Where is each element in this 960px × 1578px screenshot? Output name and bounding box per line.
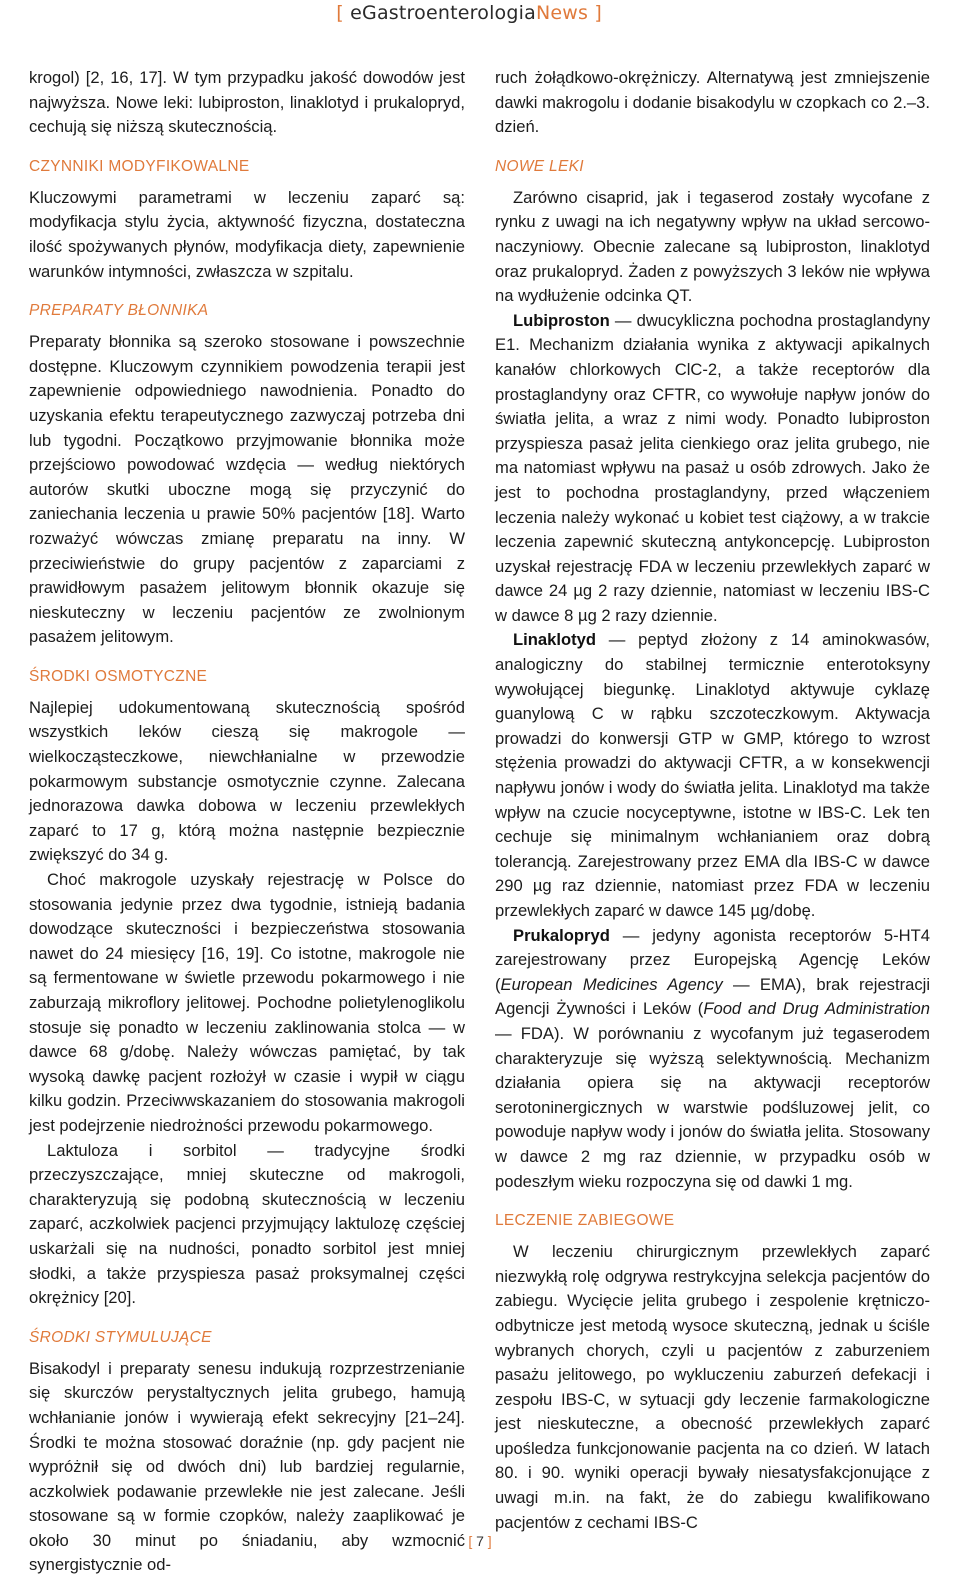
paragraph: Laktuloza i sorbitol — tradycyjne środki przeczyszczające, mniej skuteczne od makrogoli, charakteryzują się podobną skutecznością w leczeniu zaparć, aczkolwiek pacjenci przyjmujący laktulozę częściej uskarżali się na nudności, ponadto sorbitol jest mniej słodki, a także przyspiesza pasaż proksymalnej części okrężnicy [20]. (29, 1140, 465, 1308)
section-heading: LECZENIE ZABIEGOWE (495, 1212, 675, 1230)
paragraph (495, 628, 930, 923)
left-column (29, 66, 465, 1578)
paragraph: Najlepiej udokumentowaną skutecznością spośród wszystkich leków cieszą się makrogole — wielkocząsteczkowe, niewchłanialne w przewodzie pokarmowym substancje osmotycznie czynne. Zalecana jednorazowa dawka dobowa w leczeniu przewlekłych zaparć to 17 g, którą można następnie bezpiecznie zwiększyć do 34 g. (29, 697, 465, 865)
section-heading: ŚRODKI STYMULUJĄCE (29, 1328, 212, 1346)
section-heading: NOWE LEKI (495, 157, 584, 175)
paragraph-text: — jedyny agonista receptorów 5-HT4 zarejestrowany przez Europejską Agencję Leków ( (495, 925, 930, 994)
paragraph: Preparaty błonnika są szeroko stosowane i powszechnie dostępne. Kluczowym czynnikiem powodzenia terapii jest zapewnienie odpowiedniego nawodnienia. Ponadto do uzyskania efektu terapeutycznego zazwyczaj potrzeba dni lub tygodni. Początkowo przyjmowanie błonnika może przejściowo powodować wzdęcia — według niektórych autorów skutki uboczne mogą się przyczynić do zaniechania leczenia u prawie 50% pacjentów [18]. Warto rozważyć wówczas zmianę preparatu na inny. W przeciwieństwie do grupy pacjentów z zaparciami z prawidłowym pasażem jelitowym błonnik okazuje się nieskuteczny w leczeniu pacjentów ze zwolnionym pasażem jelitowym. (29, 332, 465, 647)
paragraph: W leczeniu chirurgicznym przewlekłych zaparć niezwykłą rolę odgrywa restrykcyjna selekcja pacjentów do zabiegu. Wycięcie jelita grubego i zespolenie krętniczo-odbytnicze jest metodą wysoce skuteczną, jednak u ściśle wybranych chorych, czyli u pacjentów z zaburzeniem pasażu jelitowego, po wykluczeniu zaburzeń defekacji i zespołu IBS-C, w sytuacji gdy leczenie farmakologiczne jest nieskuteczne, a obecność przewlekłych zaparć upośledza funkcjonowanie pacjenta na co dzień. W latach 80. i 90. wyniki operacji bywały niesatysfakcjonujące z uwagi m.in. na fakt, że do zabiegu kwalifikowano pacjentów z cechami IBS-C (495, 1242, 930, 1532)
masthead-brand-prefix: eGastroenterologia (350, 2, 536, 24)
page-number-value: 7 (476, 1533, 484, 1549)
emphasis-text: Food and Drug Administration (703, 999, 930, 1019)
section-heading: ŚRODKI OSMOTYCZNE (29, 667, 208, 685)
paragraph: Kluczowymi parametrami w leczeniu zaparć są: modyfikacja stylu życia, aktywność fizyczna, dostateczna ilość spożywanych płynów, modyfikacja diety, zapewnienie warunków intymności, zwłaszcza w szpitalu. (29, 187, 465, 281)
paragraph-text: — peptyd złożony z 14 aminokwasów, analogiczny do stabilnej termicznie enterotoksyny wywołującej biegunkę. Linaklotyd aktywuje cyklazę guanylową C w rąbku szczoteczkowym. Aktywacja prowadzi do konwersji GTP w GMP, którego to wzrost stężenia prowadzi do aktywacji CFTR, a w konsekwencji napływu jonów i wody do światła jelita. Linaklotyd ma także wpływ na czucie nocyceptywne, istotne w IBS-C. Lek ten cechuje się minimalnym wchłanianiem oraz dobrą tolerancją. Zarejestrowany przez EMA dla IBS-C w dawce 290 µg raz dziennie, natomiast przez FDA w leczeniu przewlekłych zaparć w dawce 145 µg/dobę. (495, 630, 930, 920)
paragraph (495, 309, 930, 629)
paragraph-text: — FDA). W porównaniu z wycofanym już tegaserodem charakteryzuje się wyższą selektywnością. Mechanizm działania opiera się na aktywacji receptorów serotoninergicznych w warstwie podśluzowej jelit, co powoduje napływ wody i jonów do światła jelita. Stosowany w dawce 2 mg raz dziennie, w przypadku osób w podeszłym wieku rozpoczyna się od dawki 1 mg. (495, 1023, 930, 1191)
page-bracket-close: ] (487, 1533, 492, 1549)
masthead (336, 0, 602, 26)
emphasis-text: European Medicines Agency (500, 974, 723, 994)
paragraph: Bisakodyl i preparaty senesu indukują rozprzestrzenianie się skurczów perystaltycznych jelita grubego, hamują wchłanianie jonów i wywierają efekt sekrecyjny [21–24]. Środki te można stosować doraźnie (np. gdy pacjent nie wypróżnił się od dwóch dni) lub bardziej regularnie, aczkolwiek podawanie przewlekłe nie jest zalecane. Jeśli stosowane są w formie czopków, należy zaaplikować je około 30 minut po śniadaniu, aby wzmocnić synergistycznie od- (29, 1358, 465, 1575)
drug-term: Linaklotyd (513, 630, 596, 650)
right-column (495, 66, 930, 1535)
paragraph: Zarówno cisaprid, jak i tegaserod zostały wycofane z rynku z uwagi na ich negatywny wpływ na układ sercowo-naczyniowy. Obecnie zalecane są lubiproston, linaklotyd oraz prukalopryd. Żaden z powyższych 3 leków nie wpływa na wydłużenie odcinka QT. (495, 187, 930, 306)
paragraph: krogol) [2, 16, 17]. W tym przypadku jakość dowodów jest najwyższa. Nowe leki: lubiproston, linaklotyd i prukalopryd, cechują się niższą skutecznością. (29, 68, 465, 137)
page-number (0, 1532, 960, 1550)
masthead-bracket-close: ] (594, 2, 602, 24)
page-bracket-open: [ (468, 1533, 473, 1549)
section-heading: CZYNNIKI MODYFIKOWALNE (29, 157, 250, 175)
drug-term: Prukalopryd (513, 925, 610, 945)
masthead-brand-suffix: News (535, 2, 589, 24)
section-heading: PREPARATY BŁONNIKA (29, 302, 209, 320)
masthead-bracket-open: [ (336, 2, 344, 24)
paragraph-text: — dwucykliczna pochodna prostaglandyny E1. Mechanizm działania wynika z aktywacji apikalnych kanałów chlorkowych ClC-2, a także receptorów dla prostaglandyny oraz CFTR, co wywołuje napływ jonów do światła jelita, a wraz z nimi wody. Ponadto lubiproston przyspiesza pasaż jelita cienkiego oraz jelita grubego, nie ma natomiast wpływu na pasaż u osób zdrowych. Jako że jest to pochodna prostaglandyny, przed włączeniem leczenia należy wykonać u kobiet test ciążowy, a w trakcie leczenia zapewnić skuteczną antykoncepcję. Lubiproston uzyskał rejestrację FDA w leczeniu przewlekłych zaparć w dawce 24 µg 2 razy dziennie, natomiast w leczeniu IBS-C w dawce 8 µg 2 razy dziennie. (495, 310, 930, 625)
drug-term: Lubiproston (513, 310, 610, 330)
paragraph-text: — EMA), brak rejestracji Agencji Żywności i Leków ( (495, 974, 930, 1019)
paragraph: ruch żołądkowo-okrężniczy. Alternatywą jest zmniejszenie dawki makrogolu i dodanie bisakodylu w czopkach co 2.–3. dzień. (495, 68, 930, 137)
paragraph: Choć makrogole uzyskały rejestrację w Polsce do stosowania jedynie przez dwa tygodnie, istnieją badania dowodzące skuteczności i bezpieczeństwa stosowania nawet do 24 miesięcy [16, 19]. Co istotne, makrogole nie są fermentowane w świetle przewodu pokarmowego i nie zaburzają mikroflory jelitowej. Pochodne polietylenoglikolu stosuje się ponadto w leczeniu zaklinowania stolca — w dawce 68 g/dobę. Należy wówczas pamiętać, by tak wysoką dawkę pacjent rozłożył w czasie i wypił w ciągu kilku godzin. Przeciwwskazaniem do stosowania makrogoli jest podejrzenie niedrożności przewodu pokarmowego. (29, 870, 465, 1135)
paragraph (495, 924, 930, 1195)
